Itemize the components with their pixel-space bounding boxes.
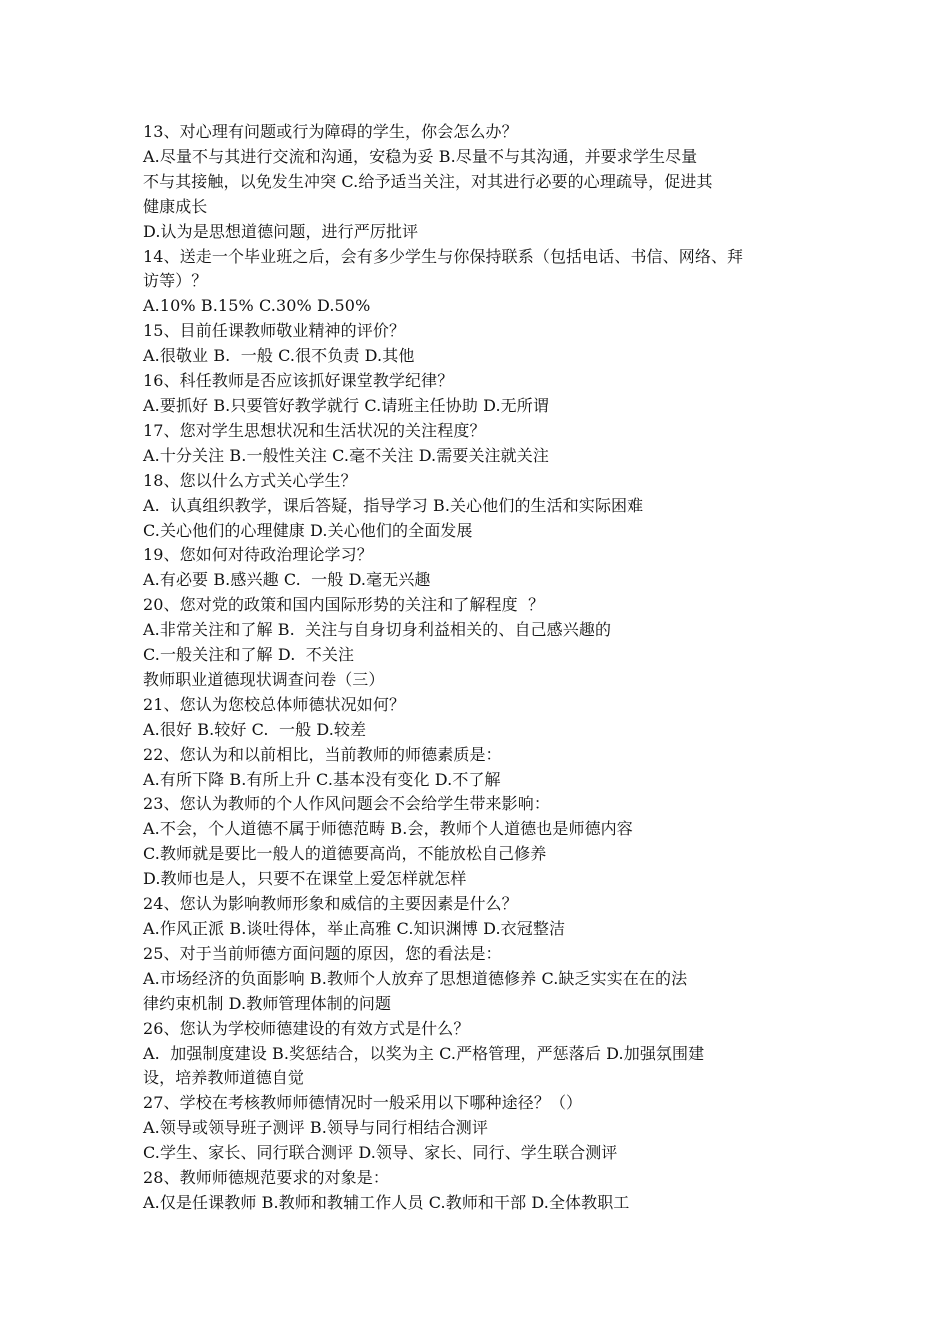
text-line: 14、送走一个毕业班之后，会有多少学生与你保持联系（包括电话、书信、网络、拜 (143, 246, 744, 266)
text-line: A. 加强制度建设 B.奖惩结合，以奖为主 C.严格管理，严惩落后 D.加强氛围建 (143, 1043, 705, 1063)
text-line: A.仅是任课教师 B.教师和教辅工作人员 C.教师和干部 D.全体教职工 (143, 1192, 630, 1212)
text-line: 21、您认为您校总体师德状况如何？ (143, 694, 406, 714)
text-line: A.有必要 B.感兴趣 C. 一般 D.毫无兴趣 (143, 570, 431, 590)
text-line: 19、您如何对待政治理论学习？ (143, 545, 373, 565)
text-line: 不与其接触，以免发生冲突 C.给予适当关注，对其进行必要的心理疏导，促进其 (143, 171, 713, 191)
text-line: 25、对于当前师德方面问题的原因，您的看法是： (143, 943, 502, 963)
text-line: A.市场经济的负面影响 B.教师个人放弃了思想道德修养 C.缺乏实实在在的法 (143, 968, 688, 988)
text-line: D.认为是思想道德问题，进行严厉批评 (143, 221, 419, 241)
text-line: A.有所下降 B.有所上升 C.基本没有变化 D.不了解 (143, 769, 501, 789)
text-line: C.学生、家长、同行联合测评 D.领导、家长、同行、学生联合测评 (143, 1143, 618, 1163)
text-line: 教师职业道德现状调查问卷（三） (143, 669, 385, 689)
text-line: 22、您认为和以前相比，当前教师的师德素质是： (143, 744, 502, 764)
text-line: 26、您认为学校师德建设的有效方式是什么？ (143, 1018, 470, 1038)
text-line: 17、您对学生思想状况和生活状况的关注程度？ (143, 420, 486, 440)
document-body (143, 120, 815, 1216)
text-line: 13、对心理有问题或行为障碍的学生，你会怎么办？ (143, 122, 518, 141)
text-line: C.关心他们的心理健康 D.关心他们的全面发展 (143, 520, 473, 540)
text-line: A.十分关注 B.一般性关注 C.毫不关注 D.需要关注就关注 (143, 445, 549, 465)
text-line: 15、目前任课教师敬业精神的评价？ (143, 321, 406, 341)
text-line: 16、科任教师是否应该抓好课堂教学纪律？ (143, 371, 454, 391)
text-line: A.作风正派 B.谈吐得体，举止高雅 C.知识渊博 D.衣冠整洁 (143, 919, 566, 938)
text-line: 27、学校在考核教师师德情况时一般采用以下哪种途径？（） (143, 1093, 583, 1113)
text-line: A.非常关注和了解 B. 关注与自身切身利益相关的、自己感兴趣的 (143, 620, 612, 640)
text-line: 健康成长 (143, 196, 208, 216)
text-line: C.教师就是要比一般人的道德要高尚，不能放松自己修养 (143, 844, 547, 864)
text-line: 28、教师师德规范要求的对象是： (143, 1168, 389, 1188)
text-line: 23、您认为教师的个人作风问题会不会给学生带来影响： (143, 794, 550, 814)
text-line: 20、您对党的政策和国内国际形势的关注和了解程度 ？ (143, 595, 545, 615)
text-line: D.教师也是人，只要不在课堂上爱怎样就怎样 (143, 869, 467, 889)
text-line: C.一般关注和了解 D. 不关注 (143, 645, 355, 665)
text-line: 18、您以什么方式关心学生？ (143, 470, 357, 490)
text-line: A.尽量不与其进行交流和沟通，安稳为妥 B.尽量不与其沟通，并要求学生尽量 (143, 146, 698, 166)
text-line: 设，培养教师道德自觉 (143, 1068, 305, 1088)
text-line: A.很好 B.较好 C. 一般 D.较差 (143, 719, 367, 739)
text-line: 访等）？ (143, 271, 208, 291)
text-line: 律约束机制 D.教师管理体制的问题 (143, 993, 392, 1013)
text-line: 24、您认为影响教师形象和威信的主要因素是什么？ (143, 894, 518, 914)
text-line: A.10% B.15% C.30% D.50% (143, 296, 371, 316)
text-line: A. 认真组织教学，课后答疑，指导学习 B.关心他们的生活和实际困难 (143, 495, 644, 515)
text-line: A.不会，个人道德不属于师德范畴 B.会，教师个人道德也是师德内容 (143, 819, 633, 839)
text-line: A.很敬业 B. 一般 C.很不负责 D.其他 (143, 346, 415, 366)
text-line: A.领导或领导班子测评 B.领导与同行相结合测评 (143, 1118, 488, 1138)
text-line: A.要抓好 B.只要管好教学就行 C.请班主任协助 D.无所谓 (143, 395, 549, 415)
